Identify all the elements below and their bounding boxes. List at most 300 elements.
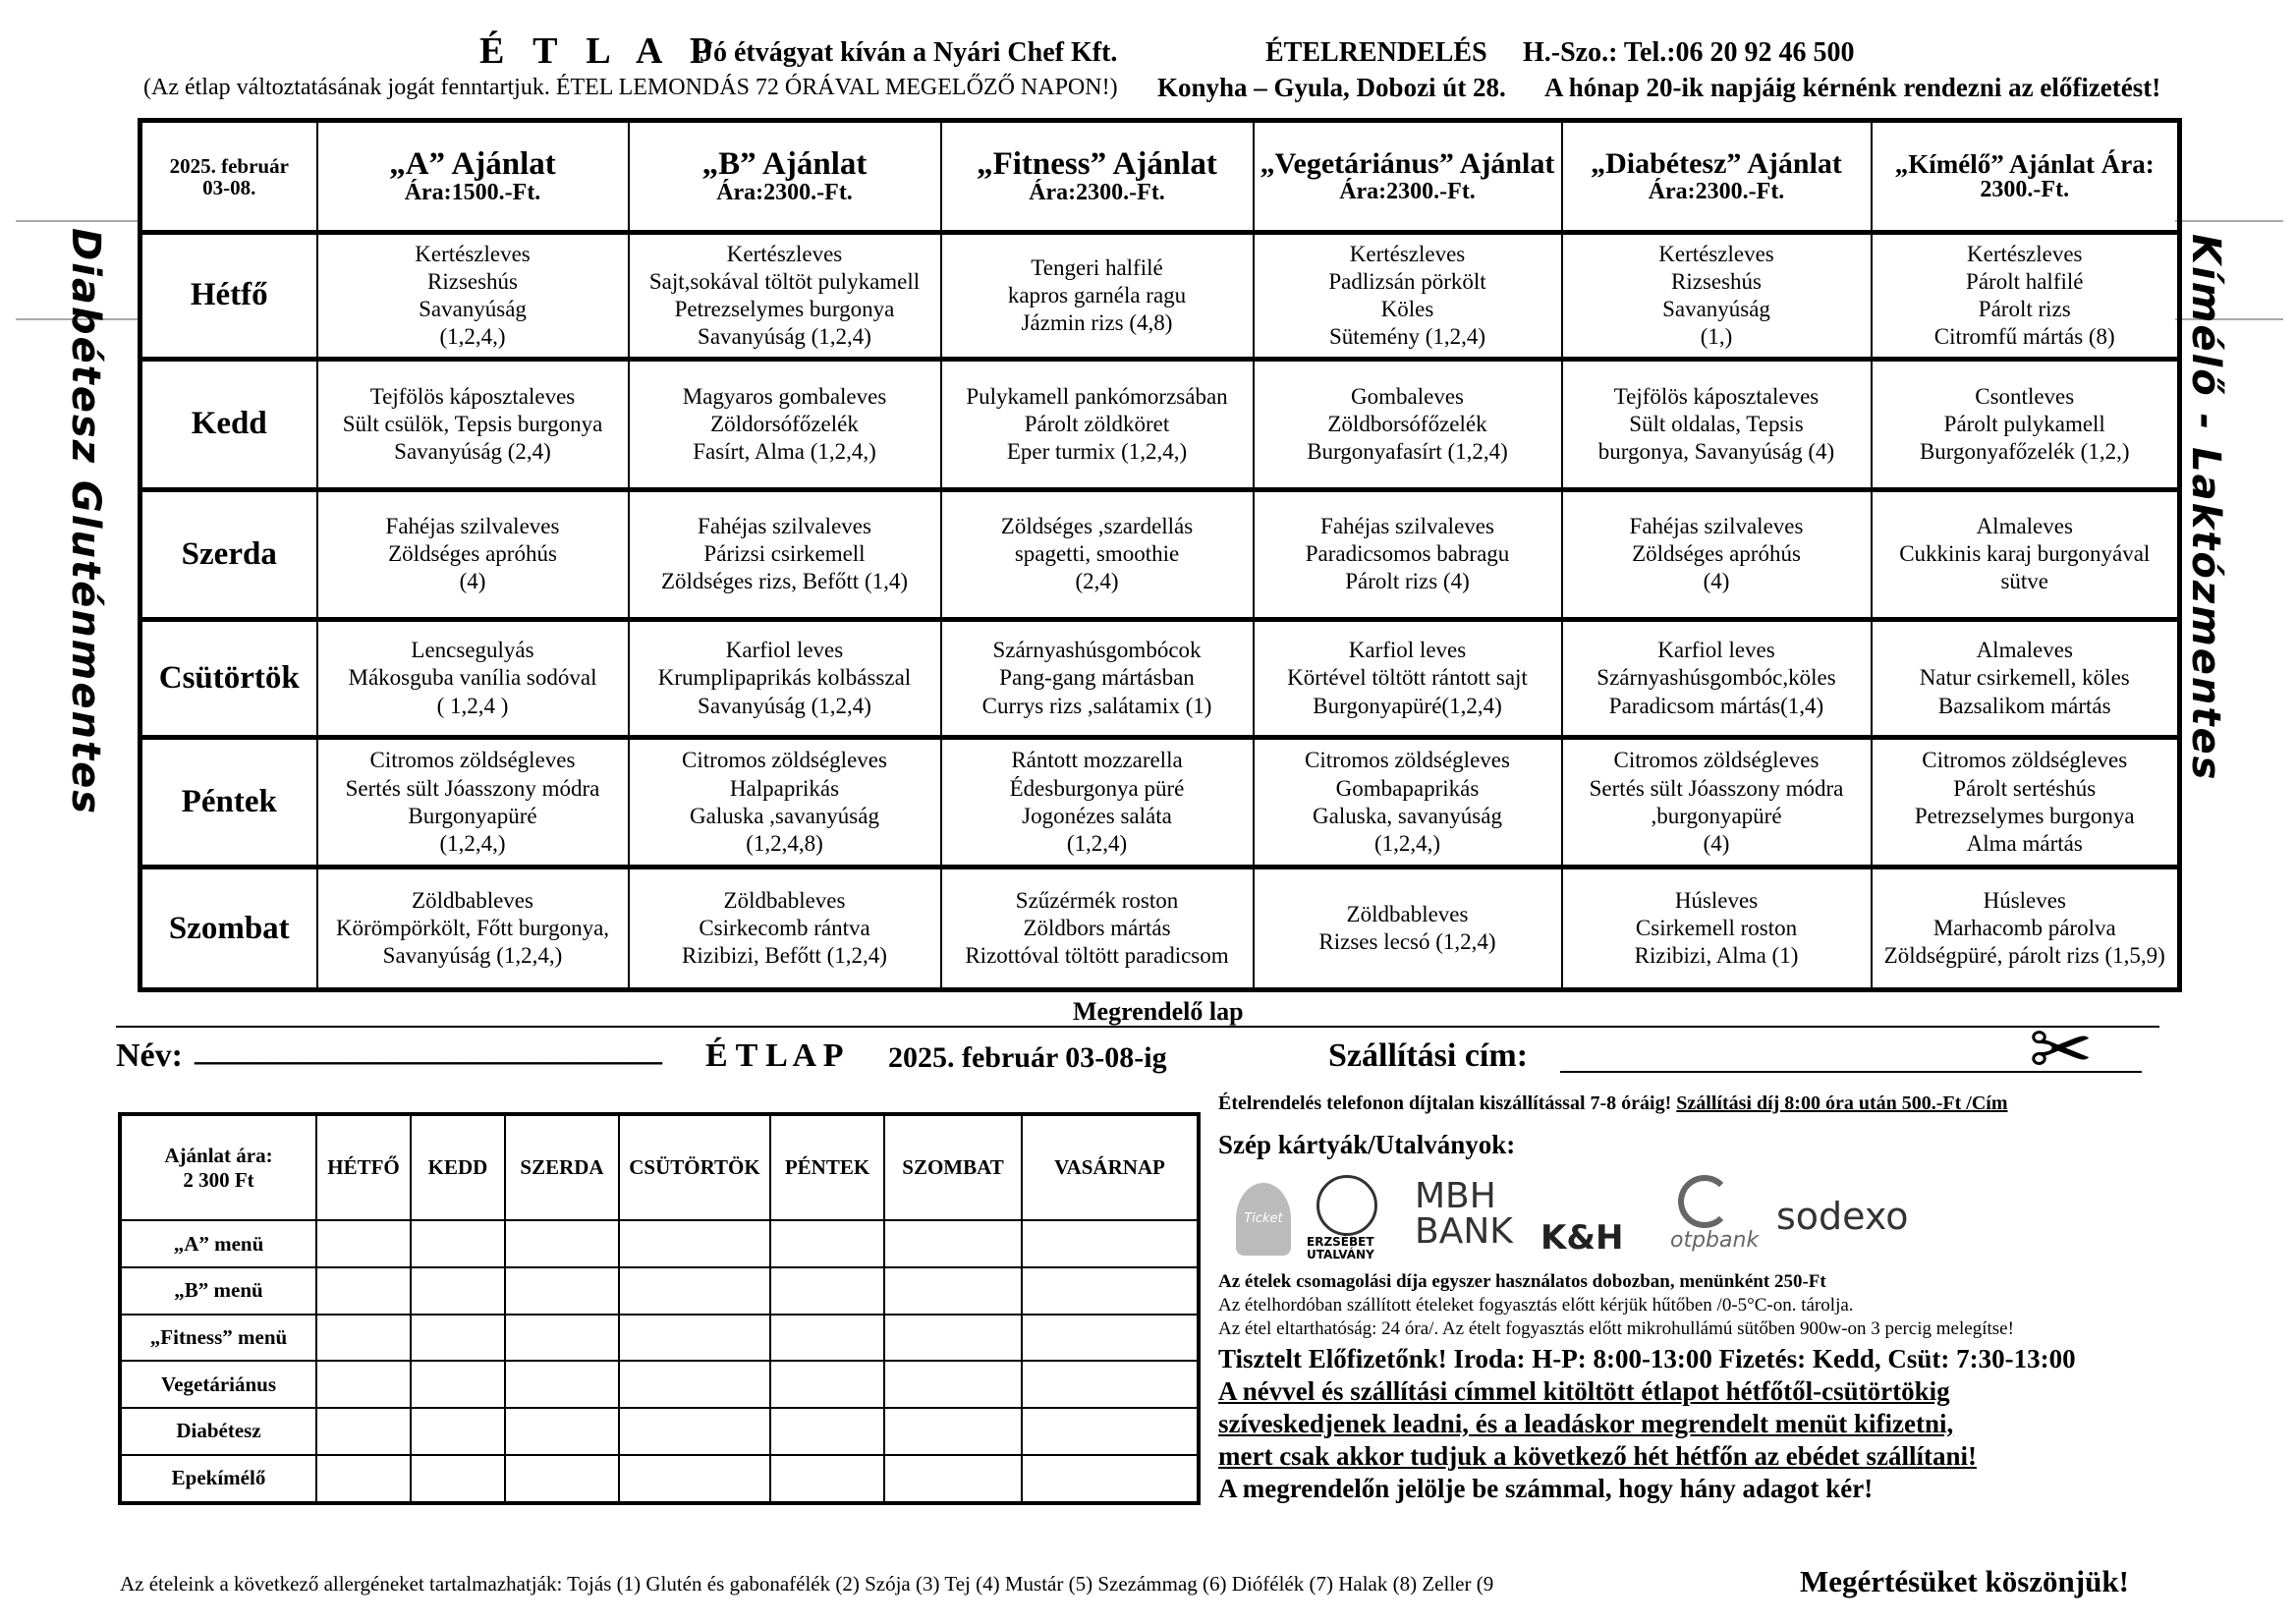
dish-cell [1254,359,1562,489]
scissors-icon: ✂ [2029,1007,2094,1092]
dish-line: Mákosguba vanília sodóval [348,665,597,691]
delivery-info [1218,1092,2008,1115]
menu-title: É T L A P [479,30,723,72]
dish-line: Rizibizi, Alma (1) [1634,943,1799,969]
dish-line: Burgonyafőzelék (1,2,) [1919,438,2130,464]
order-quantity-cell[interactable] [619,1455,770,1503]
dish-cell [941,737,1254,868]
day-label: Kedd [140,359,317,489]
allergen-info: Az ételeink a következő allergéneket tartalmazhatják: Tojás (1) Glutén és gabonafélék (2) Szója (3) Tej (4) Mustár (5) Szezámmag (6) Diófélék (7) Halak (8) Zeller (9 [120,1572,1494,1596]
dish-cell [317,489,629,620]
dish-line: Körömpörkölt, Főtt burgonya, [335,916,610,941]
order-quantity-cell[interactable] [411,1455,505,1503]
dish-line: Fahéjas szilvaleves [385,514,560,539]
order-quantity-cell[interactable] [411,1315,505,1362]
wish-text: Jó étvágyat kíván a Nyári Chef Kft. [700,37,1118,68]
dish-line: Almaleves [1976,514,2073,539]
menu-day-row [140,737,2180,868]
order-price-cell [120,1114,316,1220]
dish-line: Párolt pulykamell [1943,411,2105,436]
dish-line: Citromos zöldségleves [369,748,576,773]
dish-cell [1872,359,2180,489]
order-row [120,1220,1199,1267]
order-quantity-cell[interactable] [1022,1455,1199,1503]
day-label: Péntek [140,737,317,868]
order-quantity-cell[interactable] [884,1455,1022,1503]
notice-line [1218,1409,1953,1439]
notice-text: mert csak akkor tudjuk a következő hét hétfőn az ebédet szállítani! [1218,1441,1977,1471]
dish-line: Citromos zöldségleves [1305,748,1510,773]
day-label: Csütörtök [140,620,317,737]
order-quantity-cell[interactable] [884,1408,1022,1455]
dish-line: Párizsi csirkemell [703,541,866,567]
offer-price: Ára:2300.-Ft. [1339,178,1476,204]
dish-line: Csontleves [1975,383,2075,409]
offer-name: „B” Ajánlat [701,145,868,182]
dish-line: Rántott mozzarella [1011,748,1183,773]
name-label: Név: [116,1037,183,1074]
name-field[interactable]: ____________________________ [195,1032,662,1068]
phone-text: H.-Szo.: Tel.:06 20 92 46 500 [1523,37,1855,68]
order-row [120,1408,1199,1455]
menu-day-row [140,359,2180,489]
order-table [118,1112,1201,1505]
dish-line: Galuska ,savanyúság [690,803,879,828]
dish-line: Currys rizs ,salátamix (1) [981,693,1212,718]
order-quantity-cell[interactable] [884,1220,1022,1267]
dish-cell [941,868,1254,990]
order-quantity-cell[interactable] [316,1220,411,1267]
weekly-menu-table [138,118,2182,992]
dish-line: Zöldbableves [723,888,846,914]
dish-line: (1,2,4,8) [746,830,823,856]
dish-line: (1,2,4,) [439,830,506,856]
date-line: 2025. február [169,153,289,178]
dish-line: Kertészleves [1967,241,2083,266]
kh-logo: K&H [1540,1218,1624,1258]
dish-cell [629,620,941,737]
dish-line: Húsleves [1674,888,1759,914]
dish-line: Fasírt, Alma (1,2,4,) [693,438,876,464]
notice-line [1218,1441,1977,1472]
order-label: ÉTELRENDELÉS [1265,37,1487,68]
dish-line: Zöldséges rizs, Befőtt (1,4) [660,569,909,594]
dish-line: Zöldségpüré, párolt rizs (1,5,9) [1883,943,2165,969]
dish-line: Köles [1380,296,1434,321]
dish-line: Almaleves [1976,638,2073,663]
dish-line: Savanyúság (1,2,4,) [382,943,563,969]
dish-line: Zöldborsófőzelék [1327,411,1487,436]
dish-cell [629,868,941,990]
offer-price: Ára:2300.-Ft. [1029,180,1165,206]
dish-cell [1254,737,1562,868]
dish-line: Kertészleves [1658,241,1774,266]
dish-cell [629,489,941,620]
erzsebet-logo: ERZSÉBET UTALVÁNY [1307,1235,1374,1262]
address-label: Szállítási cím: [1328,1037,1529,1074]
dish-line: Paradicsom mártás(1,4) [1608,693,1824,718]
order-row [120,1361,1199,1408]
otp-logo-icon [1678,1175,1731,1228]
order-header-row [120,1114,1199,1220]
dish-line: Pang-gang mártásban [999,665,1195,691]
dish-line: Burgonyapüré(1,2,4) [1313,693,1502,718]
order-quantity-cell[interactable] [619,1220,770,1267]
offer-name: „Fitness” Ajánlat [977,145,1217,182]
dish-line: Édesburgonya püré [1009,775,1185,801]
dish-line: Pulykamell pankómorzsában [966,383,1228,409]
dish-line: Karfiol leves [1657,638,1775,663]
order-quantity-cell[interactable] [1022,1267,1199,1315]
dish-line: (4) [1703,830,1730,856]
order-col-header: CSÜTÖRTÖK [619,1114,770,1220]
order-quantity-cell[interactable] [1022,1408,1199,1455]
payment-logos [1226,1169,1933,1267]
dish-cell [1872,489,2180,620]
menu-body [140,233,2180,990]
dish-line: burgonya, Savanyúság (4) [1597,438,1835,464]
order-quantity-cell[interactable] [411,1408,505,1455]
order-col-header: SZOMBAT [884,1114,1022,1220]
order-quantity-cell[interactable] [619,1408,770,1455]
dish-line: Cukkinis karaj burgonyával [1899,541,2151,567]
dish-line: Fahéjas szilvaleves [698,514,871,539]
dish-line: Gombapaprikás [1335,775,1480,801]
dish-line: kapros garnéla ragu [1007,282,1187,308]
order-period: 2025. február 03-08-ig [888,1041,1167,1074]
dish-line: Citromos zöldségleves [1613,748,1820,773]
dish-cell [1254,620,1562,737]
dish-line: Csirkemell roston [1635,916,1798,941]
dish-line: sütve [2000,569,2049,594]
offer-name: „A” Ajánlat [389,145,556,182]
dish-line: Citromos zöldségleves [1922,748,2128,773]
dish-line: Párolt sertéshús [1953,775,2097,801]
dish-line: Krumplipaprikás kolbásszal [657,665,912,691]
dish-cell [317,868,629,990]
order-quantity-cell[interactable] [619,1315,770,1362]
dish-line: spagetti, smoothie [1014,541,1180,567]
dish-line: Zöldséges apróhús [1632,541,1801,567]
dish-cell [1254,233,1562,360]
dish-line: Paradicsomos babragu [1305,541,1510,567]
notice-text: A névvel és szállítási címmel kitöltött étlapot hétfőtől-csütörtökig [1218,1376,1950,1406]
dish-line: Magyaros gombaleves [682,383,887,409]
dish-cell [629,233,941,360]
dish-line: Körtével töltött rántott sajt [1287,665,1528,691]
dish-line: Alma mártás [1966,830,2083,856]
office-hours: Tisztelt Előfizetőnk! Iroda: H-P: 8:00-13:00 Fizetés: Kedd, Csüt: 7:30-13:00 [1218,1344,2076,1373]
offer-header [1562,121,1872,233]
order-quantity-cell[interactable] [411,1361,505,1408]
order-row-label: „A” menü [120,1220,316,1267]
dish-cell [317,233,629,360]
order-col-header: HÉTFŐ [316,1114,411,1220]
order-row-label: „Fitness” menü [120,1315,316,1362]
delivery-free: Ételrendelés telefonon díjtalan kiszállítással 7-8 óráig! [1218,1092,1672,1114]
offer-header [1872,121,2180,233]
dish-line: Sütemény (1,2,4) [1328,323,1486,349]
dish-line: Párolt rizs (4) [1345,569,1470,594]
dish-line: Zöldbors mártás [1023,916,1171,941]
menu-day-row [140,620,2180,737]
side-label-right: Kímélő - Laktózmentes [2183,234,2228,782]
dish-line: Kertészleves [1349,241,1466,266]
offer-header [1254,121,1562,233]
dish-cell [1562,868,1872,990]
order-quantity-cell[interactable] [770,1408,884,1455]
order-quantity-cell[interactable] [411,1267,505,1315]
dish-line: Sült oldalas, Tepsis [1629,411,1804,436]
dish-line: (1,) [1700,323,1733,349]
order-col-header: PÉNTEK [770,1114,884,1220]
order-quantity-cell[interactable] [505,1408,619,1455]
dish-cell [1562,359,1872,489]
order-row [120,1267,1199,1315]
order-row [120,1455,1199,1503]
dish-cell [1872,233,2180,360]
dish-cell [317,620,629,737]
kitchen-address: Konyha – Gyula, Dobozi út 28. [1157,73,1506,102]
date-line: 03-08. [202,175,256,199]
header [0,29,2296,75]
dish-line: Sertés sült Jóasszony módra [1589,775,1844,801]
dish-line: Sajt,sokával töltöt pulykamell [648,268,921,294]
dish-cell [941,359,1254,489]
dish-line: Rizseshús [1671,268,1762,294]
notice-line [1218,1376,1950,1407]
delivery-fee: Szállítási díj 8:00 óra után 500.-Ft /Cím [1676,1092,2008,1114]
payment-note: A hónap 20-ik napjáig kérnénk rendezni az előfizetést! [1544,73,2161,102]
order-quantity-cell[interactable] [505,1315,619,1362]
offer-price: Ára:2300.-Ft. [716,180,853,206]
order-quantity-cell[interactable] [316,1361,411,1408]
order-quantity-cell[interactable] [316,1267,411,1315]
dish-cell [1872,620,2180,737]
dish-cell [941,233,1254,360]
order-quantity-cell[interactable] [316,1455,411,1503]
dish-line: Padlizsán pörkölt [1328,268,1486,294]
dish-line: Petrezselymes burgonya [1914,803,2135,828]
offer-name: „Vegetáriánus” Ajánlat [1260,147,1555,181]
dish-line: Zöldséges apróhús [388,541,557,567]
dish-line: Galuska, savanyúság [1313,803,1502,828]
dish-line: Párolt zöldköret [1024,411,1170,436]
dish-cell [1562,620,1872,737]
dish-line: Petrezselymes burgonya [674,296,895,321]
erzsebet-emblem-icon [1316,1175,1377,1236]
dish-line: (1,2,4,) [1373,830,1441,856]
order-etlap-title: É T L A P [705,1037,844,1074]
date-cell [140,121,317,233]
dish-line: (1,2,4,) [439,323,506,349]
order-quantity-cell[interactable] [316,1315,411,1362]
notice-text: szíveskedjenek leadni, és a leadáskor megrendelt menüt kifizetni, [1218,1409,1954,1438]
dish-line: Citromfű mártás (8) [1933,323,2115,349]
dish-line: Karfiol leves [1348,638,1467,663]
order-quantity-cell[interactable] [505,1455,619,1503]
dish-cell [1872,868,2180,990]
order-quantity-cell[interactable] [770,1267,884,1315]
dish-line: Savanyúság (2,4) [394,438,551,464]
dish-cell [1562,489,1872,620]
mbh-logo: MBH BANK [1415,1176,1513,1252]
dish-line: Fahéjas szilvaleves [1629,514,1804,539]
dish-line: Zöldbableves [1346,902,1469,927]
dish-line: Savanyúság [1662,296,1770,321]
dish-line: Párolt rizs [1978,296,2071,321]
order-quantity-cell[interactable] [505,1220,619,1267]
dish-line: Savanyúság (1,2,4) [698,323,871,349]
order-quantity-cell[interactable] [411,1220,505,1267]
dish-line: Sertés sült Jóasszony módra [345,775,600,801]
dish-line: Kertészleves [726,241,843,266]
change-note: (Az étlap változtatásának jogát fenntartjuk. ÉTEL LEMONDÁS 72 ÓRÁVAL MEGELŐZŐ NAPON!) [143,75,1118,100]
order-col-header: VASÁRNAP [1022,1114,1199,1220]
menu-header-row [140,121,2180,233]
order-quantity-cell[interactable] [619,1361,770,1408]
dish-line: Marhacomb párolva [1932,916,2116,941]
dish-cell [941,620,1254,737]
dish-line: Jázmin rizs (4,8) [1021,309,1173,335]
dish-cell [629,359,941,489]
dish-line: Lencsegulyás [411,638,534,663]
menu-day-row [140,489,2180,620]
dish-line: Eper turmix (1,2,4,) [1006,438,1188,464]
portion-note: A megrendelőn jelölje be számmal, hogy hány adagot kér! [1218,1474,1874,1503]
sodexo-logo: sodexo [1776,1195,1909,1238]
dish-line: Sült csülök, Tepsis burgonya [342,411,603,436]
offer-header [317,121,629,233]
storage-info: Az ételhordóban szállított ételeket fogyasztás előtt kérjük hűtőben /0-5°C-on. tárolja. [1218,1295,1854,1316]
menu-day-row [140,868,2180,990]
order-quantity-cell[interactable] [884,1315,1022,1362]
menu-day-row [140,233,2180,360]
dish-line: Húsleves [1983,888,2066,914]
order-price-label: Ajánlat ára: [164,1143,273,1167]
dish-line: Szárnyashúsgombóc,köles [1596,665,1836,691]
dish-line: Halpaprikás [729,775,840,801]
day-label: Szombat [140,868,317,990]
dish-line: Savanyúság [419,296,527,321]
dish-line: Bazsalikom mártás [1937,693,2111,718]
dish-line: Rizottóval töltött paradicsom [965,943,1229,969]
dish-line: Karfiol leves [725,638,844,663]
dish-line: ( 1,2,4 ) [436,693,509,718]
dish-line: Fahéjas szilvaleves [1320,514,1494,539]
order-quantity-cell[interactable] [770,1315,884,1362]
order-row [120,1315,1199,1362]
dish-line: Tejfölös káposztaleves [1613,383,1820,409]
offer-header [629,121,941,233]
dish-line: Natur csirkemell, köles [1919,665,2130,691]
order-quantity-cell[interactable] [1022,1220,1199,1267]
thanks-text: Megértésüket köszönjük! [1800,1564,2129,1598]
dish-line: Savanyúság (1,2,4) [698,693,871,718]
order-quantity-cell[interactable] [505,1267,619,1315]
offer-header [941,121,1254,233]
side-label-left: Diabétesz Gluténmentes [63,228,108,816]
offer-price: Ára:2300.-Ft. [1648,178,1785,204]
order-quantity-cell[interactable] [770,1455,884,1503]
dish-line: Szűzérmék roston [1015,888,1179,914]
order-quantity-cell[interactable] [316,1408,411,1455]
dish-line: Burgonyafasírt (1,2,4) [1307,438,1508,464]
offer-name: „Kímélő” Ajánlat Ára: [1894,148,2155,179]
subheader [0,75,2296,108]
order-quantity-cell[interactable] [619,1267,770,1315]
dish-line: Rizses lecsó (1,2,4) [1318,929,1496,955]
ticket-logo: Ticket [1236,1183,1291,1256]
dish-cell [1562,233,1872,360]
dish-line: Szárnyashúsgombócok [992,638,1202,663]
dish-cell [629,737,941,868]
order-quantity-cell[interactable] [505,1361,619,1408]
dish-line: (2,4) [1075,569,1119,594]
separator-line [116,1026,2159,1028]
dish-line: (1,2,4) [1066,830,1128,856]
dish-line: Citromos zöldségleves [682,748,887,773]
order-quantity-cell[interactable] [1022,1361,1199,1408]
dish-line: Tejfölös káposztaleves [369,383,576,409]
dish-line: Csirkecomb rántva [699,916,870,941]
order-price-value: 2 300 Ft [183,1167,254,1192]
order-row-label: Vegetáriánus [120,1361,316,1408]
order-quantity-cell[interactable] [884,1361,1022,1408]
dish-line: Rizibizi, Befőtt (1,2,4) [682,943,887,969]
dish-line: Jogonézes saláta [1022,803,1172,828]
dish-cell [1562,737,1872,868]
dish-line: Tengeri halfilé [1031,254,1163,280]
dish-line: Rizseshús [427,268,518,294]
order-form-title: Megrendelő lap [1073,997,1244,1026]
order-body [120,1220,1199,1503]
order-col-header: KEDD [411,1114,505,1220]
cards-title: Szép kártyák/Utalványok: [1218,1130,1516,1159]
dish-cell [317,359,629,489]
dish-line: (4) [459,569,486,594]
order-quantity-cell[interactable] [770,1361,884,1408]
dish-line: Zöldorsófőzelék [710,411,859,436]
dish-line: Gombaleves [1351,383,1464,409]
dish-cell [941,489,1254,620]
fold-line [2175,220,2283,222]
dish-line: ,burgonyapüré [1651,803,1782,828]
dish-line: Zöldbableves [412,888,533,914]
order-quantity-cell[interactable] [770,1220,884,1267]
day-label: Szerda [140,489,317,620]
offer-price: Ára:1500.-Ft. [404,180,541,206]
dish-line: (4) [1703,569,1730,594]
offer-name: „Diabétesz” Ajánlat [1591,147,1842,181]
order-quantity-cell[interactable] [884,1267,1022,1315]
order-col-header: SZERDA [505,1114,619,1220]
dish-line: Zöldséges ,szardellás [1000,514,1194,539]
order-row-label: Epekímélő [120,1455,316,1503]
dish-line: Burgonyapüré [408,803,537,828]
dish-line: Párolt halfilé [1966,268,2084,294]
dish-cell [317,737,629,868]
order-quantity-cell[interactable] [1022,1315,1199,1362]
fold-line [16,220,141,222]
shelf-life-info: Az étel eltarthatóság: 24 óra/. Az ételt fogyasztás előtt mikrohullámú sütőben 900w-on 3 percig melegítse! [1218,1318,2014,1339]
otp-logo: otpbank [1670,1228,1760,1253]
dish-line: Kertészleves [415,241,531,266]
order-row-label: „B” menü [120,1267,316,1315]
order-row-label: Diabétesz [120,1408,316,1455]
dish-cell [1254,489,1562,620]
day-label: Hétfő [140,233,317,360]
